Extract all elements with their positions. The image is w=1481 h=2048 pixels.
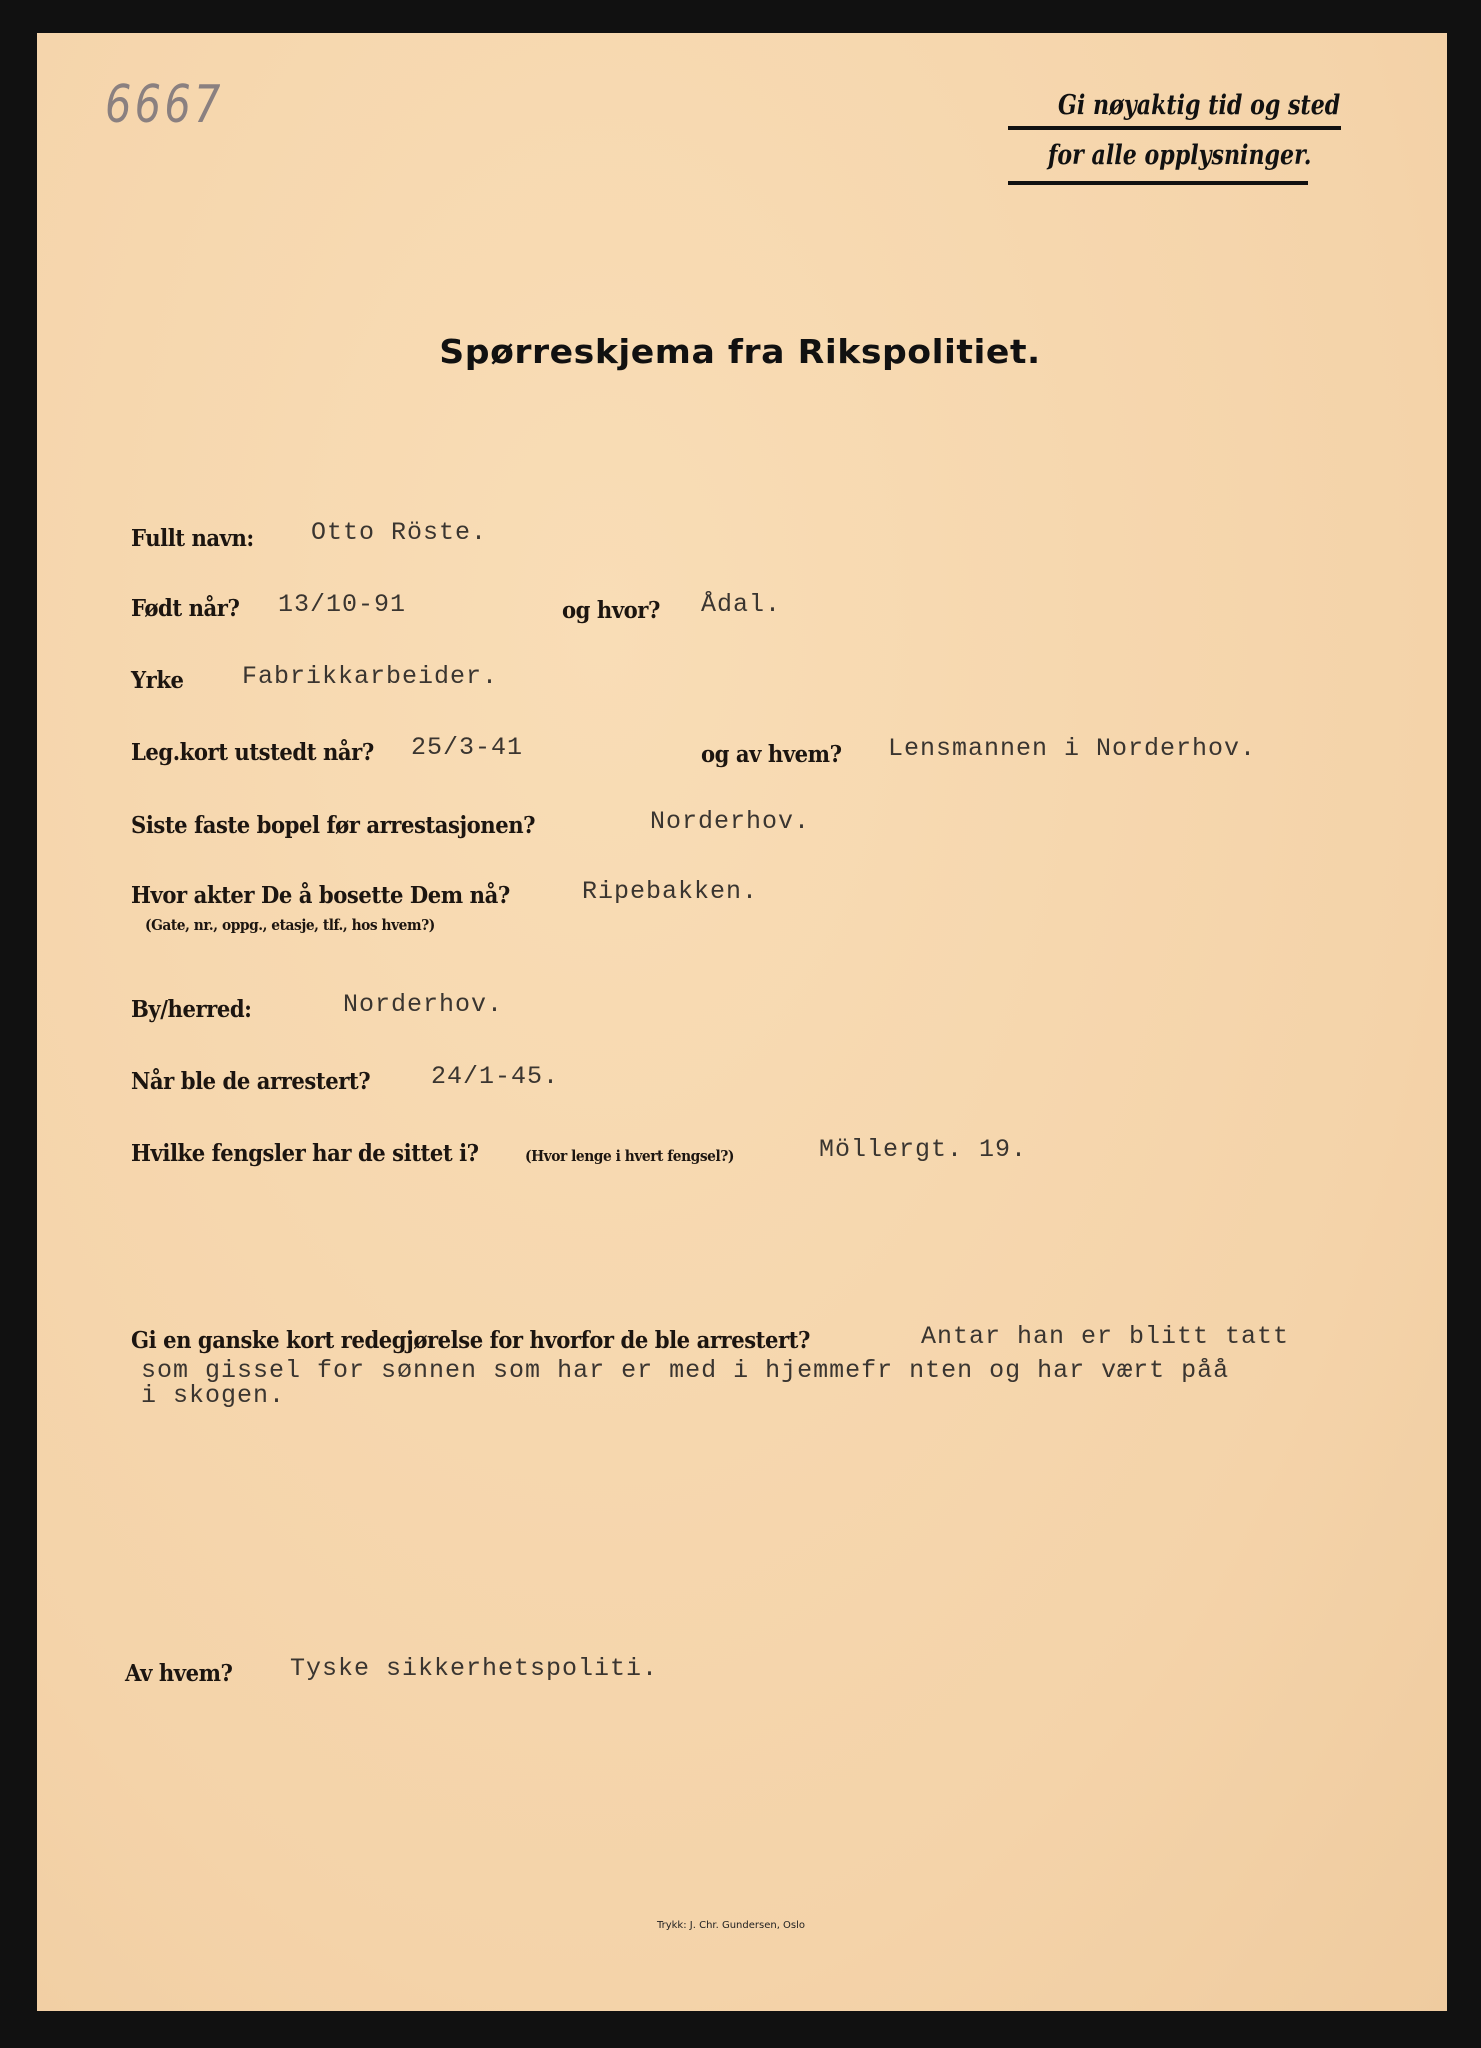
value-arrested-by: Tyske sikkerhetspoliti. <box>290 1654 659 1683</box>
label-born-where: og hvor? <box>562 597 660 624</box>
label-last-residence: Siste faste bopel før arrestasjonen? <box>131 812 536 839</box>
value-reason-line-1: Antar han er blitt tatt <box>921 1322 1290 1351</box>
value-last-residence: Norderhov. <box>650 807 811 836</box>
instruction-underline-2 <box>1008 181 1308 185</box>
form-title: Spørreskjema fra Rikspolitiet. <box>439 332 1041 371</box>
instruction-line-1: Gi nøyaktig tid og sted <box>1057 90 1340 121</box>
label-settle: Hvor akter De å bosette Dem nå? <box>131 882 510 909</box>
printer-imprint: Trykk: J. Chr. Gundersen, Oslo <box>656 1920 806 1931</box>
instruction-line-2: for alle opplysninger. <box>1047 140 1311 171</box>
sublabel-prisons: (Hvor lenge i hvert fengsel?) <box>525 1147 734 1165</box>
value-municipality: Norderhov. <box>343 990 504 1019</box>
label-full-name: Fullt navn: <box>131 525 254 552</box>
value-arrested-when: 24/1-45. <box>431 1062 560 1091</box>
value-reason-line-2: som gissel for sønnen som har er med i hjemmefr nten og har vært påå <box>141 1356 1230 1385</box>
value-settle: Ripebakken. <box>582 877 759 906</box>
instruction-underline-1 <box>1008 126 1341 130</box>
sublabel-settle: (Gate, nr., oppg., etasje, tlf., hos hvem?) <box>145 916 435 934</box>
label-arrested-by: Av hvem? <box>125 1660 233 1687</box>
label-born-when: Født når? <box>131 595 240 622</box>
label-id-issued-when: Leg.kort utstedt når? <box>131 739 374 766</box>
archive-number-handwritten: 6667 <box>105 75 224 135</box>
value-born-when: 13/10-91 <box>278 590 407 619</box>
label-prisons: Hvilke fengsler har de sittet i? <box>131 1140 479 1167</box>
label-reason: Gi en ganske kort redegjørelse for hvorfor de ble arrestert? <box>131 1327 810 1354</box>
label-municipality: By/herred: <box>131 996 252 1023</box>
value-full-name: Otto Röste. <box>311 518 488 547</box>
value-occupation: Fabrikkarbeider. <box>242 662 499 691</box>
value-prisons: Möllergt. 19. <box>819 1135 1028 1164</box>
value-born-where: Ådal. <box>701 590 782 619</box>
label-id-issued-by: og av hvem? <box>701 741 842 768</box>
label-occupation: Yrke <box>131 667 184 694</box>
label-arrested-when: Når ble de arrestert? <box>131 1068 371 1095</box>
value-reason-line-3: i skogen. <box>141 1381 286 1410</box>
value-id-issued-by: Lensmannen i Norderhov. <box>888 734 1257 763</box>
value-id-issued-when: 25/3-41 <box>411 733 524 762</box>
